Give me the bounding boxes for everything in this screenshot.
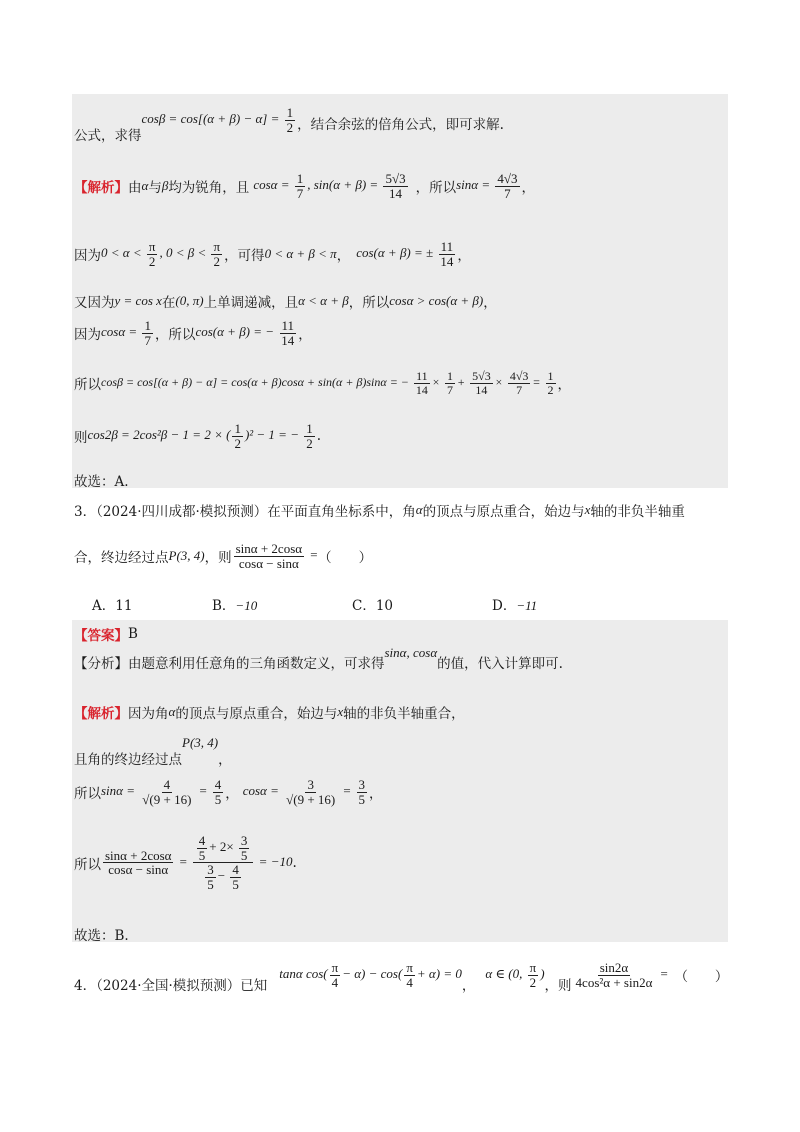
q3-option-c[interactable]: C．10 — [352, 598, 394, 614]
line-jiexi-5: 所以 cosβ = cos[(α + β) − α] = cos(α + β)cosα + sin(α + β)sinα = − $\frac{11}{14}$ × $\frac{1}{7}$ + $\frac{5√3}{14}$ × $\frac{4√3}{7}$ = $\frac{1}{2}$ ， — [74, 369, 572, 397]
line-analysis: 【分析】 由题意利用任意角的三角函数定义，可求得 sinα, cosα 的值，代入计算即可. — [74, 645, 563, 672]
line-jiexi-b4: 所以 $\frac{\sin\alpha + 2\cos\alpha}{\cos\alpha - \sin\alpha}$ = $\frac{4}{5}$ + 2× $\frac{3}{5}$ $\frac{3}{5}$ − $\frac{4}{5}$ = −10 . — [74, 833, 297, 892]
line-jiexi-3: 又因为 y = cos x 在 (0, π) 上单调递减，且 α < α + β ，所以 cosα > cos(α + β) ， — [74, 293, 497, 311]
line-choice-a: 故选：A. — [74, 474, 129, 490]
line-jiexi-b1: 【解析】 因为角 α 的顶点与原点重合，始边与 x 轴的非负半轴重合， — [74, 704, 465, 722]
formula-cosbeta: cosβ = cos[(α + β) − α] = $\frac{1}{2}$ — [141, 104, 294, 135]
line-answer: 【答案】 B — [74, 626, 138, 644]
line-jiexi-2: 因为 0 < α < $\frac{\pi}{2}$ , 0 < β < $\frac{\pi}{2}$ ，可得 0 < α + β < π ， cos(α + β) = ± $\frac{11}{14}$ ， — [74, 239, 471, 269]
q3-option-b[interactable]: B．−10 — [212, 598, 258, 614]
line-jiexi-b3: 所以 sinα = $\frac{4}{√(9 + 16)}$ = $\frac{4}{5}$ ， cosα = $\frac{3}{√(9 + 16)}$ = $\frac{3}{5}$ ， — [74, 777, 383, 807]
line-formula: 公式，求得 cosβ = cos[(α + β) − α] = $\frac{1}{2}$ ，结合余弦的倍角公式，即可求解. — [74, 104, 504, 144]
line-jiexi-1: 【解析】 由 α 与 β 均为锐角，且 cosα = $\frac{1}{7}$ , sin(α + β) = $\frac{5√3}{14}$ ， 所以 sinα = $\frac{4√3}{7}$ ， — [74, 171, 535, 201]
line-jiexi-4: 因为 cosα = $\frac{1}{7}$ ，所以 cos(α + β) = − $\frac{11}{14}$ ， — [74, 318, 312, 348]
q3-option-d[interactable]: D．−11 — [492, 598, 538, 614]
line-jiexi-6: 则 cos2β = 2cos²β − 1 = 2 × ( $\frac{1}{2}$ )² − 1 = − $\frac{1}{2}$ . — [74, 421, 322, 451]
q4-stem: 4．（2024·全国·模拟预测）已知 tanα cos( $\frac{\pi}{4}$ − α) − cos( $\frac{\pi}{4}$ + α) = 0 ， α ∈ (0, $\frac{\pi}{2}$ ) ，则 $\frac{\sin 2\alpha}{\text{4cos²α + sin2α}}$ = （ ） — [74, 959, 729, 994]
line-choice-b: 故选：B. — [74, 928, 129, 944]
q3-option-a[interactable]: A．11 — [92, 598, 133, 614]
q3-stem-1: 3．（2024·四川成都·模拟预测）在平面直角坐标系中，角 α 的顶点与原点重合，始边与 x 轴的非负半轴重 — [74, 502, 685, 520]
q3-stem-2: 合，终边经过点 P(3, 4) ，则 $\frac{\sin\alpha + 2\cos\alpha}{\cos\alpha - \sin\alpha}$ = （ ） — [74, 541, 373, 571]
line-jiexi-b2: 且角的终边经过点 P(3, 4) ， — [74, 735, 232, 768]
